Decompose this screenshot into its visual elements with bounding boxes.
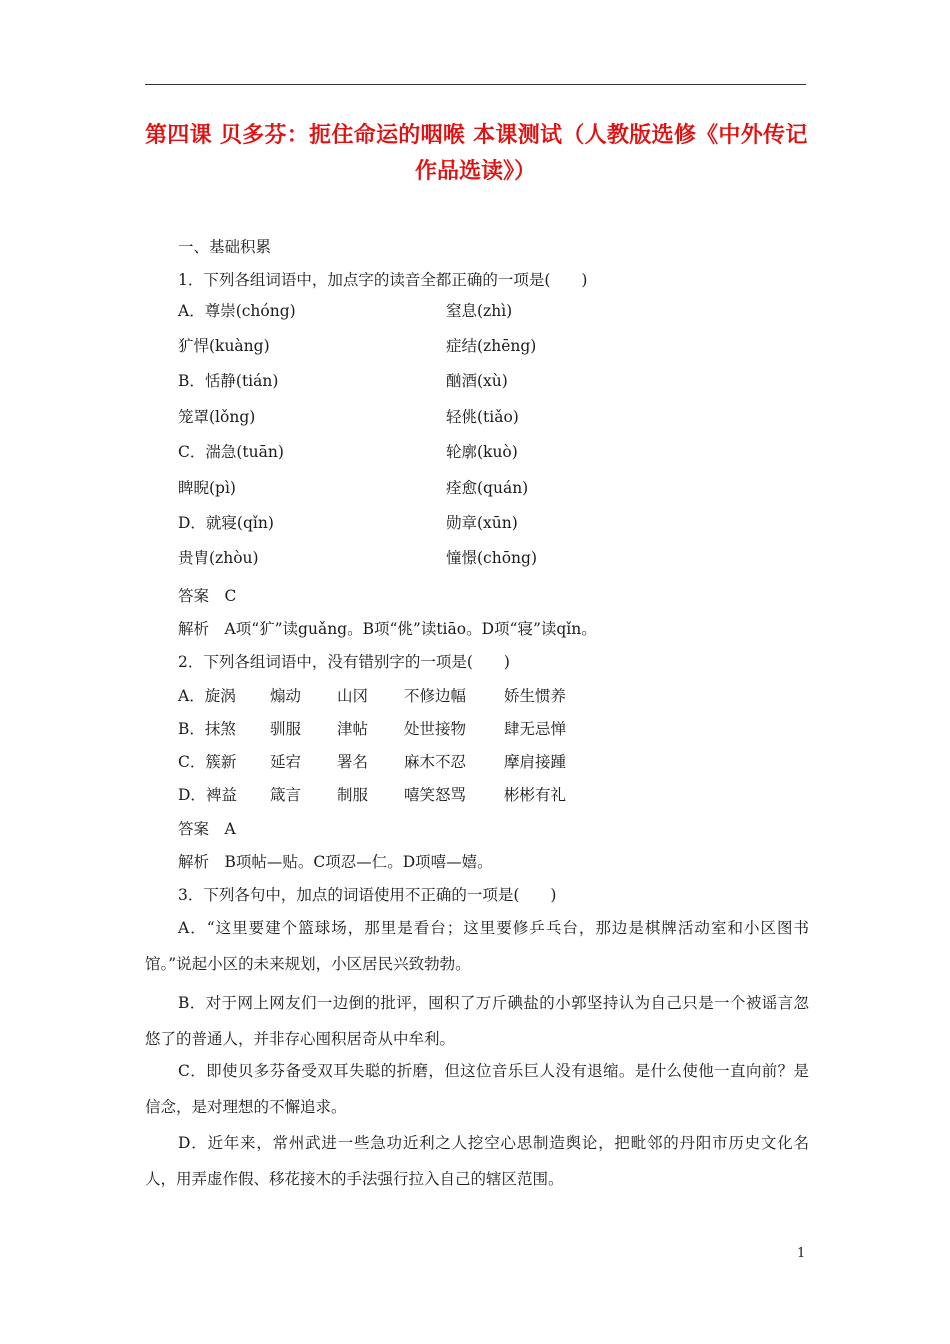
q1-row-left: 睥睨(pì) (178, 479, 236, 497)
q3-stem: 3．下列各句中，加点的词语使用不正确的一项是( ) (178, 886, 557, 904)
q1-row-right: 勋章(xūn) (446, 514, 518, 532)
q1-row-right: 窒息(zhì) (446, 302, 513, 320)
q2-cell: 箴言 (270, 786, 302, 804)
q2-cell: 驯服 (270, 720, 302, 738)
title-line-2: 作品选读》） (414, 159, 536, 184)
q3-option-d: D．近年来，常州武进一些急功近利之人挖空心思制造舆论，把毗邻的丹阳市历史文化名人，用弄虚作假、移花接木的手法强行拉入自己的辖区范围。 (145, 1134, 809, 1188)
q2-cell: 津帖 (337, 720, 369, 738)
q1-row-left: A．尊崇(chóng) (178, 302, 296, 320)
q2-cell: 嘻笑怒骂 (404, 786, 467, 804)
q2-answer: 答案 A (178, 820, 236, 838)
q1-answer: 答案 C (178, 587, 237, 605)
q2-analysis: 解析 B项帖—贴。C项忍—仁。D项嘻—嬉。 (178, 853, 493, 871)
q2-stem: 2．下列各组词语中，没有错别字的一项是( ) (178, 653, 510, 671)
q2-cell: 肆无忌惮 (504, 720, 567, 738)
q3-option-b: B．对于网上网友们一边倒的批评，囤积了万斤碘盐的小郭坚持认为自己只是一个被谣言忽悠了的普通人，并非存心囤积居奇从中牟利。 (145, 994, 809, 1048)
q2-cell: 彬彬有礼 (504, 786, 567, 804)
q2-cell: C．簇新 (178, 753, 237, 771)
q1-row-left: B．恬静(tián) (178, 372, 279, 390)
q2-cell: 处世接物 (404, 720, 467, 738)
header-rule (145, 84, 806, 85)
q2-cell: 娇生惯养 (504, 687, 567, 705)
q3-option-a: A．“这里要建个篮球场，那里是看台；这里要修乒乓台，那边是棋牌活动室和小区图书馆。”说起小区的未来规划，小区居民兴致勃勃。 (145, 919, 809, 973)
q2-cell: 摩肩接踵 (504, 753, 567, 771)
q2-cell: B．抹煞 (178, 720, 236, 738)
q2-cell: 山冈 (337, 687, 369, 705)
q2-cell: 不修边幅 (404, 687, 467, 705)
q2-cell: D．裨益 (178, 786, 237, 804)
q1-row-right: 憧憬(chōng) (446, 549, 537, 567)
q2-cell: 署名 (337, 753, 369, 771)
q1-row-left: C．湍急(tuān) (178, 443, 284, 461)
q3-option-c: C．即使贝多芬备受双耳失聪的折磨，但这位音乐巨人没有退缩。是什么使他一直向前？是信念，是对理想的不懈追求。 (145, 1062, 809, 1116)
q1-row-right: 轮廓(kuò) (446, 443, 518, 461)
q1-row-left: 贵胄(zhòu) (178, 549, 259, 567)
page-number: 1 (797, 1246, 806, 1261)
q1-row-right: 痊愈(quán) (446, 479, 529, 497)
q2-cell: 制服 (337, 786, 369, 804)
q1-row-right: 轻佻(tiǎo) (446, 408, 519, 426)
q1-row-right: 酗酒(xù) (446, 372, 508, 390)
section-heading: 一、基础积累 (178, 238, 272, 256)
q1-row-left: 笼罩(lǒng) (178, 408, 256, 426)
title-line-1: 第四课 贝多芬：扼住命运的咽喉 本课测试（人教版选修《中外传记 (145, 123, 808, 148)
q2-cell: 延宕 (270, 753, 302, 771)
q2-cell: 麻木不忍 (404, 753, 467, 771)
q1-stem: 1．下列各组词语中，加点字的读音全都正确的一项是( ) (178, 271, 588, 289)
q1-row-left: 犷悍(kuàng) (178, 337, 270, 355)
q1-row-right: 症结(zhēng) (446, 337, 537, 355)
q2-cell: 煽动 (270, 687, 302, 705)
q1-row-left: D．就寝(qǐn) (178, 514, 274, 532)
page-title (145, 118, 806, 190)
q1-analysis: 解析 A项“犷”读guǎng。B项“佻”读tiāo。D项“寝”读qǐn。 (178, 620, 597, 638)
q2-cell: A．旋涡 (178, 687, 236, 705)
